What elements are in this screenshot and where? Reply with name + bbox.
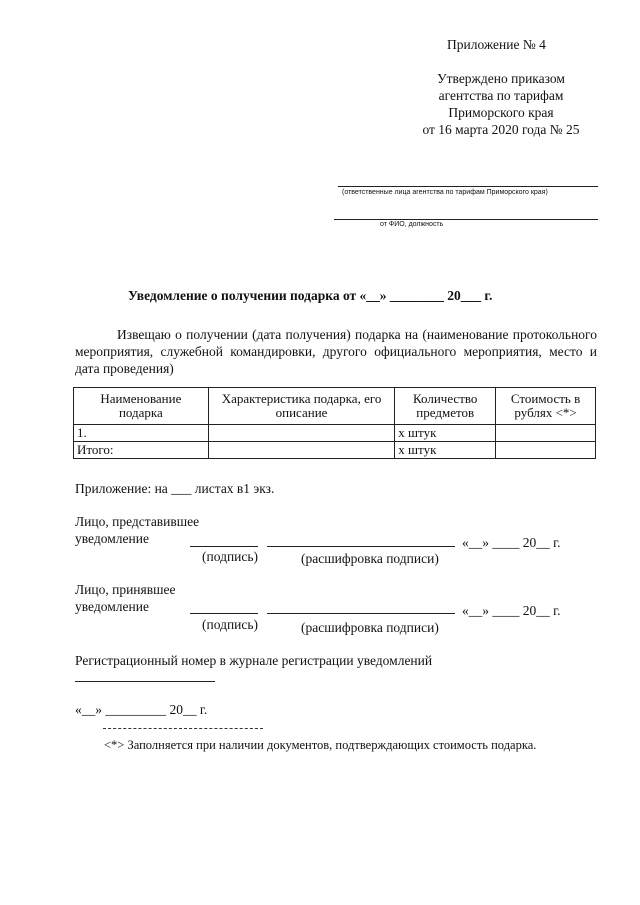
table-cell: [208, 442, 395, 459]
table-cell: [208, 425, 395, 442]
decode-caption: (расшифровка подписи): [301, 620, 439, 635]
approval-line: Утверждено приказом: [437, 71, 565, 86]
header-name: Наименование подарка: [74, 388, 209, 425]
from-caption: от ФИО, должность: [380, 221, 444, 228]
approval-line: Приморского края: [448, 105, 554, 120]
received-label-2: уведомление: [75, 599, 149, 614]
signature-caption: (подпись): [202, 617, 259, 632]
header-quantity: Количество предметов: [395, 388, 496, 425]
gift-table: [73, 387, 596, 459]
table-row: [74, 442, 596, 459]
table-cell: х штук: [395, 442, 496, 459]
appendix-number: Приложение № 4: [447, 37, 546, 52]
from-line: [334, 219, 598, 220]
table-header-row: [74, 388, 596, 425]
table-row: [74, 425, 596, 442]
decode-line: [267, 613, 455, 614]
registration-label: Регистрационный номер в журнале регистрации уведомлений: [75, 653, 433, 668]
table-cell: Итого:: [74, 442, 209, 459]
intro-paragraph: Извещаю о получении (дата получения) подарка на (наименование протокольного мероприятия, служебной командировки, другого официального мероприятия, место и дата проведения): [75, 327, 597, 376]
received-label-1: Лицо, принявшее: [75, 582, 176, 597]
approval-line: от 16 марта 2020 года № 25: [422, 122, 580, 137]
signature-line: [190, 546, 258, 547]
decode-line: [267, 546, 455, 547]
table-cell: 1.: [74, 425, 209, 442]
table-cell: х штук: [395, 425, 496, 442]
presented-label-1: Лицо, представившее: [75, 514, 200, 529]
registration-number-line: [75, 681, 215, 682]
to-line: [338, 186, 598, 187]
to-caption: (ответственные лица агентства по тарифам Приморского края): [342, 189, 548, 196]
footnote-separator: [103, 728, 263, 729]
signature-caption: (подпись): [202, 549, 259, 564]
header-cost: Стоимость в рублях <*>: [496, 388, 596, 425]
presented-date: «__» ____ 20__ г.: [462, 535, 561, 550]
approval-line: агентства по тарифам: [438, 88, 564, 103]
footnote: <*> Заполняется при наличии документов, подтверждающих стоимость подарка.: [104, 738, 537, 752]
table-cell: [496, 442, 596, 459]
attachment-line: Приложение: на ___ листах в1 экз.: [75, 481, 275, 496]
signature-line: [190, 613, 258, 614]
received-date: «__» ____ 20__ г.: [462, 603, 561, 618]
document-title: Уведомление о получении подарка от «__» ________ 20___ г.: [128, 288, 493, 303]
header-description: Характеристика подарка, его описание: [208, 388, 395, 425]
table-cell: [496, 425, 596, 442]
approval-block: [390, 70, 612, 138]
presented-label-2: уведомление: [75, 531, 149, 546]
decode-caption: (расшифровка подписи): [301, 551, 439, 566]
registration-date: «__» _________ 20__ г.: [75, 702, 208, 717]
